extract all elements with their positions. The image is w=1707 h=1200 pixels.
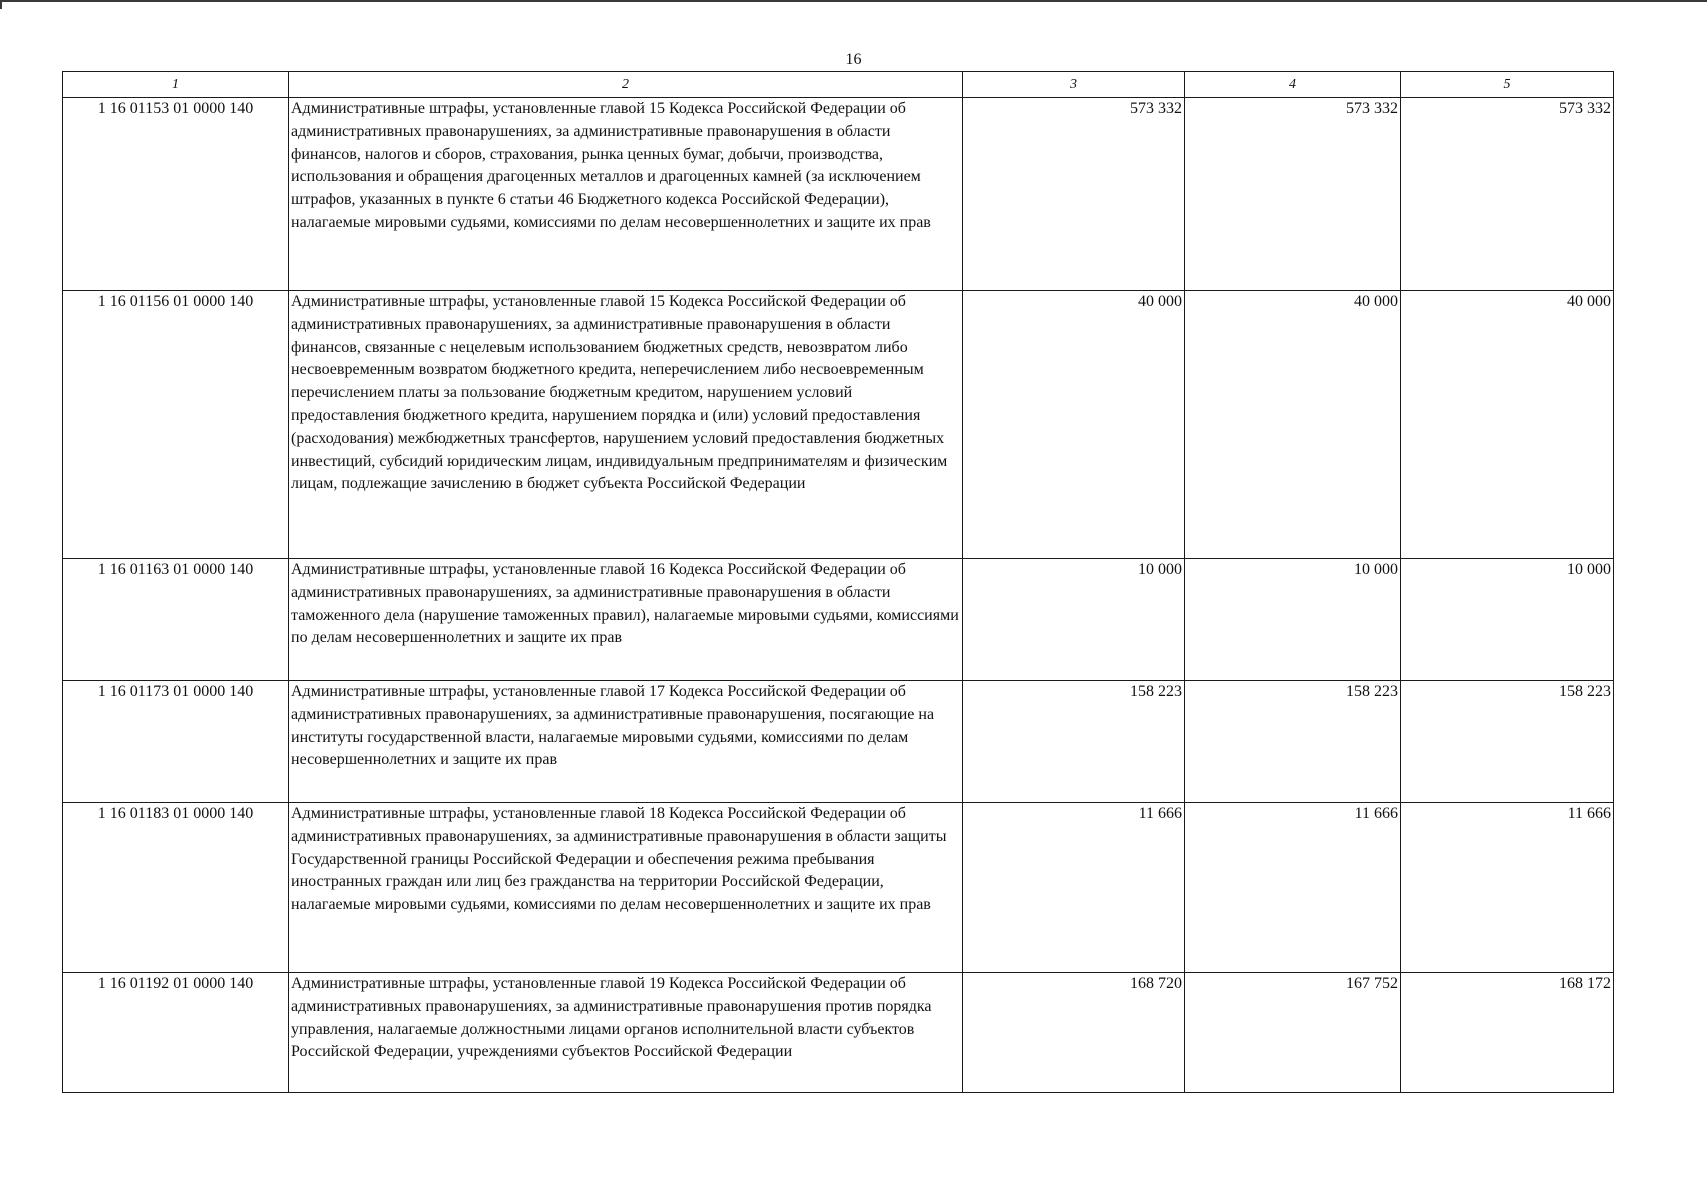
row-value-col3: 40 000: [963, 291, 1185, 559]
row-value-col5: 10 000: [1401, 559, 1614, 681]
column-header-1: 1: [63, 72, 289, 98]
scan-edge-left: [0, 0, 2, 9]
row-code: 1 16 01173 01 0000 140: [63, 681, 289, 803]
column-header-3: 3: [963, 72, 1185, 98]
scan-edge-top: [0, 0, 1707, 2]
row-code: 1 16 01163 01 0000 140: [63, 559, 289, 681]
row-value-col3: 573 332: [963, 98, 1185, 291]
row-code: 1 16 01183 01 0000 140: [63, 803, 289, 973]
table-row: [63, 973, 1614, 1093]
row-value-col3: 168 720: [963, 973, 1185, 1093]
row-value-col5: 573 332: [1401, 98, 1614, 291]
table-row: [63, 291, 1614, 559]
row-description: Административные штрафы, установленные главой 15 Кодекса Российской Федерации об административных правонарушениях, за административные правонарушения в области финансов, налогов и сборов, страхования, рынка ценных бумаг, добычи, производства, использования и обращения драгоценных металлов и драгоценных камней (за исключением штрафов, указанных в пункте 6 статьи 46 Бюджетного кодекса Российской Федерации), налагаемые мировыми судьями, комиссиями по делам несовершеннолетних и защите их прав: [289, 98, 963, 291]
row-value-col3: 11 666: [963, 803, 1185, 973]
table-header-row: [63, 72, 1614, 98]
budget-revenue-table: [62, 71, 1614, 1093]
row-value-col3: 10 000: [963, 559, 1185, 681]
row-description: Административные штрафы, установленные главой 19 Кодекса Российской Федерации об административных правонарушениях, за административные правонарушения против порядка управления, налагаемые должностными лицами органов исполнительной власти субъектов Российской Федерации, учреждениями субъектов Российской Федерации: [289, 973, 963, 1093]
row-value-col4: 11 666: [1185, 803, 1401, 973]
row-value-col4: 158 223: [1185, 681, 1401, 803]
row-value-col4: 167 752: [1185, 973, 1401, 1093]
row-value-col4: 573 332: [1185, 98, 1401, 291]
row-value-col5: 168 172: [1401, 973, 1614, 1093]
row-description: Административные штрафы, установленные главой 17 Кодекса Российской Федерации об административных правонарушениях, за административные правонарушения, посягающие на институты государственной власти, налагаемые мировыми судьями, комиссиями по делам несовершеннолетних и защите их прав: [289, 681, 963, 803]
page-number: 16: [845, 51, 862, 68]
row-description: Административные штрафы, установленные главой 18 Кодекса Российской Федерации об административных правонарушениях, за административные правонарушения в области защиты Государственной границы Российской Федерации и обеспечения режима пребывания иностранных граждан или лиц без гражданства на территории Российской Федерации, налагаемые мировыми судьями, комиссиями по делам несовершеннолетних и защите их прав: [289, 803, 963, 973]
table-row: [63, 559, 1614, 681]
row-value-col5: 11 666: [1401, 803, 1614, 973]
row-value-col5: 40 000: [1401, 291, 1614, 559]
row-value-col5: 158 223: [1401, 681, 1614, 803]
row-value-col3: 158 223: [963, 681, 1185, 803]
row-code: 1 16 01192 01 0000 140: [63, 973, 289, 1093]
row-description: Административные штрафы, установленные главой 16 Кодекса Российской Федерации об административных правонарушениях, за административные правонарушения в области таможенного дела (нарушение таможенных правил), налагаемые мировыми судьями, комиссиями по делам несовершеннолетних и защите их прав: [289, 559, 963, 681]
row-value-col4: 10 000: [1185, 559, 1401, 681]
row-code: 1 16 01153 01 0000 140: [63, 98, 289, 291]
table-row: [63, 803, 1614, 973]
table-row: [63, 681, 1614, 803]
column-header-4: 4: [1185, 72, 1401, 98]
column-header-5: 5: [1401, 72, 1614, 98]
row-code: 1 16 01156 01 0000 140: [63, 291, 289, 559]
table-row: [63, 98, 1614, 291]
row-value-col4: 40 000: [1185, 291, 1401, 559]
column-header-2: 2: [289, 72, 963, 98]
row-description: Административные штрафы, установленные главой 15 Кодекса Российской Федерации об административных правонарушениях, за административные правонарушения в области финансов, связанные с нецелевым использованием бюджетных средств, невозвратом либо несвоевременным возвратом бюджетного кредита, неперечислением либо несвоевременным перечислением платы за пользование бюджетным кредитом, нарушением условий предоставления бюджетного кредита, нарушением порядка и (или) условий предоставления (расходования) межбюджетных трансфертов, нарушением условий предоставления бюджетных инвестиций, субсидий юридическим лицам, индивидуальным предпринимателям и физическим лицам, подлежащие зачислению в бюджет субъекта Российской Федерации: [289, 291, 963, 559]
